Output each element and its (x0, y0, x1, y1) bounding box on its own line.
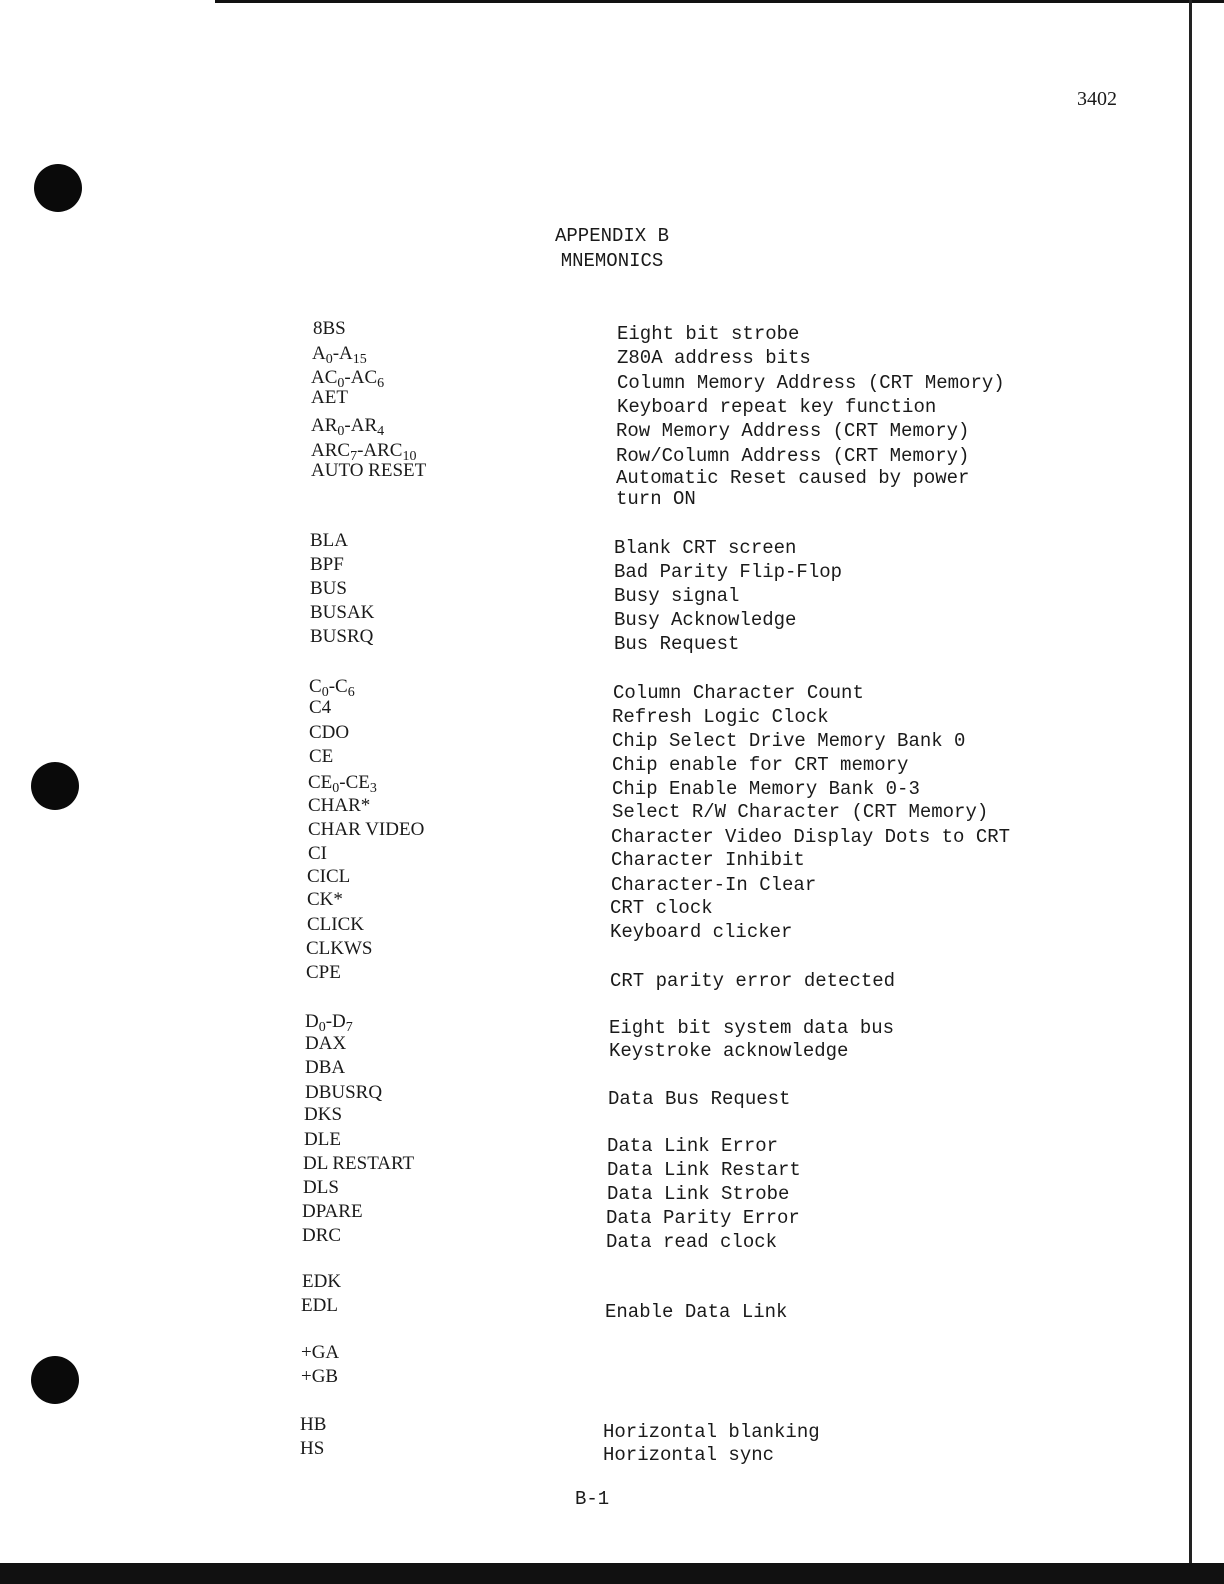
mnemonic-definition: Row Memory Address (CRT Memory) (616, 420, 970, 442)
mnemonic-term: CLICK (307, 914, 364, 935)
mnemonic-term: BPF (310, 554, 344, 575)
mnemonic-definition: Horizontal blanking (603, 1421, 820, 1443)
mnemonic-term: BUSRQ (310, 626, 374, 647)
mnemonic-term: HS (300, 1438, 325, 1459)
mnemonic-term: DBUSRQ (305, 1082, 383, 1103)
mnemonic-definition: Horizontal sync (603, 1444, 775, 1466)
page-number: 3402 (1077, 88, 1117, 110)
mnemonic-term: $ARC_7-ARC_{10}$ (311, 440, 417, 464)
mnemonic-definition: turn ON (616, 488, 696, 510)
mnemonic-term: 8BS (313, 318, 346, 339)
mnemonic-term: EDK (302, 1271, 342, 1292)
mnemonic-definition: Keystroke acknowledge (609, 1040, 849, 1062)
mnemonic-definition: Chip Enable Memory Bank 0-3 (612, 778, 920, 800)
mnemonic-term: DBA (305, 1057, 346, 1078)
mnemonic-definition: Data read clock (606, 1231, 778, 1253)
mnemonic-term: DLS (303, 1177, 339, 1198)
mnemonic-term: +GB (301, 1366, 339, 1387)
mnemonic-definition: Select R/W Character (CRT Memory) (612, 801, 989, 823)
mnemonic-term: $AC_0-AC_6$ (311, 367, 385, 391)
mnemonic-definition: Eight bit system data bus (609, 1017, 895, 1039)
mnemonic-definition: Data Link Error (607, 1135, 779, 1157)
mnemonic-term: CE (309, 746, 334, 767)
appendix-title: APPENDIX B (554, 225, 670, 247)
mnemonic-definition: Blank CRT screen (614, 537, 797, 559)
mnemonic-definition: Bus Request (614, 633, 740, 655)
mnemonic-definition: Data Link Strobe (607, 1183, 790, 1205)
mnemonic-definition: Enable Data Link (605, 1301, 788, 1323)
mnemonic-definition: Keyboard repeat key function (617, 396, 937, 418)
mnemonic-term: DPARE (302, 1201, 363, 1222)
mnemonic-definition: Column Memory Address (CRT Memory) (617, 372, 1005, 394)
mnemonic-term: DL RESTART (303, 1153, 415, 1174)
mnemonic-definition: Eight bit strobe (617, 323, 800, 345)
mnemonic-definition: Busy signal (614, 585, 740, 607)
mnemonic-term: BLA (310, 530, 348, 551)
mnemonic-term: CI (308, 843, 327, 864)
mnemonic-term: CHAR* (308, 795, 371, 816)
mnemonic-term: DRC (302, 1225, 342, 1246)
mnemonic-definition: CRT parity error detected (610, 970, 896, 992)
mnemonic-definition: Data Link Restart (607, 1159, 801, 1181)
mnemonic-definition: Refresh Logic Clock (612, 706, 829, 728)
mnemonic-definition: Character Video Display Dots to CRT (611, 826, 1011, 848)
mnemonic-definition: Busy Acknowledge (614, 609, 797, 631)
mnemonic-definition: Data Parity Error (606, 1207, 800, 1229)
mnemonic-definition: Chip Select Drive Memory Bank 0 (612, 730, 966, 752)
mnemonic-term: EDL (301, 1295, 338, 1316)
mnemonic-term: CLKWS (306, 938, 373, 959)
mnemonic-term: C4 (309, 697, 332, 718)
mnemonic-definition: Chip enable for CRT memory (612, 754, 909, 776)
mnemonic-term: $C_0-C_6$ (309, 676, 355, 700)
mnemonic-term: $A_0-A_{15}$ (312, 343, 367, 367)
mnemonic-definition: Bad Parity Flip-Flop (614, 561, 843, 583)
mnemonic-term: BUSAK (310, 602, 375, 623)
mnemonic-definition: Column Character Count (613, 682, 864, 704)
mnemonic-term: $CE_0-CE_3$ (308, 772, 377, 796)
mnemonic-term: CPE (306, 962, 341, 983)
mnemonic-term: +GA (301, 1342, 340, 1363)
mnemonic-term: DKS (304, 1104, 343, 1125)
mnemonic-term: CK* (307, 889, 343, 910)
mnemonic-term: AET (311, 387, 348, 408)
mnemonic-definition: Automatic Reset caused by power (616, 467, 970, 489)
mnemonic-term: CICL (307, 866, 351, 887)
mnemonic-term: HB (300, 1414, 327, 1435)
mnemonic-definition: Keyboard clicker (610, 921, 793, 943)
mnemonic-term: DLE (304, 1129, 341, 1150)
page-footer: B-1 (575, 1488, 610, 1510)
section-title: MNEMONICS (560, 250, 664, 272)
mnemonic-definition: Character Inhibit (611, 849, 805, 871)
mnemonic-term: CDO (309, 722, 350, 743)
mnemonic-definition: Data Bus Request (608, 1088, 791, 1110)
mnemonic-definition: Row/Column Address (CRT Memory) (616, 445, 970, 467)
mnemonic-definition: CRT clock (610, 897, 713, 919)
mnemonic-definition: Z80A address bits (617, 347, 811, 369)
mnemonic-definition: Character-In Clear (611, 874, 817, 896)
mnemonic-term: DAX (305, 1033, 347, 1054)
mnemonic-term: AUTO RESET (311, 460, 427, 481)
mnemonic-term: CHAR VIDEO (308, 819, 425, 840)
mnemonic-term: $D_0-D_7$ (305, 1011, 353, 1035)
mnemonic-term: $AR_0-AR_4$ (311, 415, 385, 439)
mnemonic-term: BUS (310, 578, 347, 599)
